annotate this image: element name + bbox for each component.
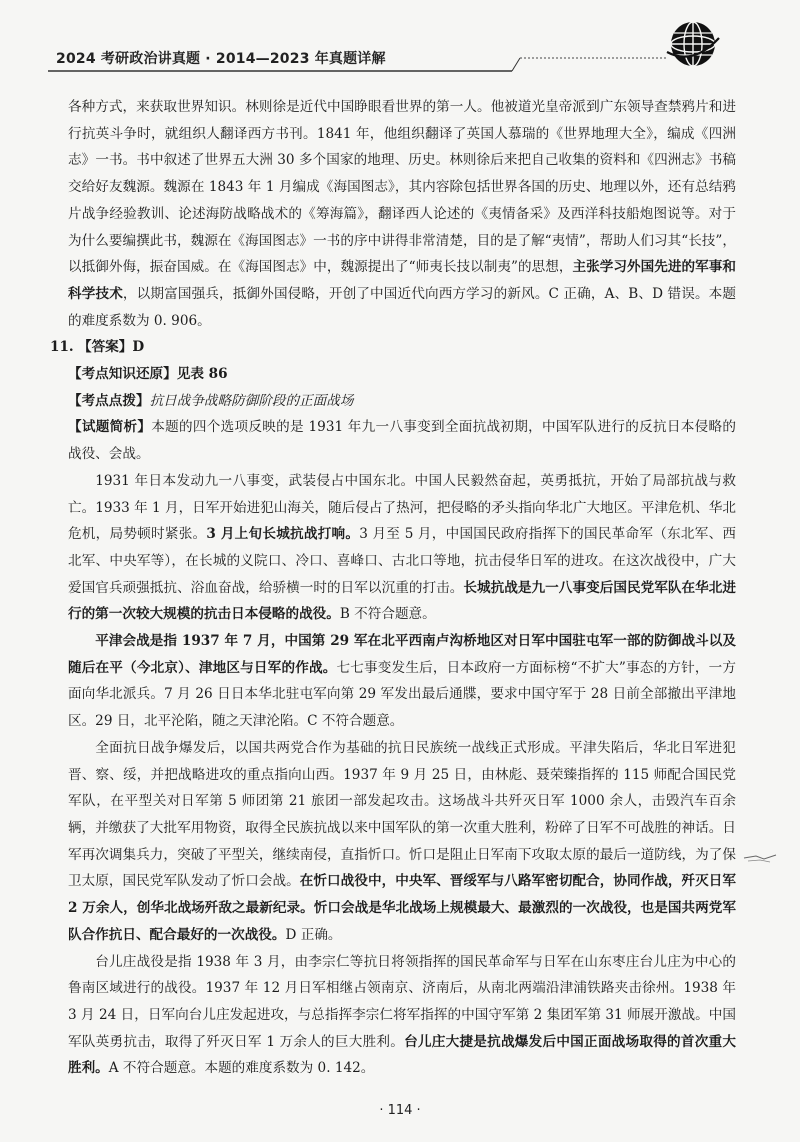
paragraph-lin-zexu: 各种方式，来获取世界知识。林则徐是近代中国睁眼看世界的第一人。他被道光皇帝派到广东领导查禁鸦片和进行抗英斗争时，就组织人翻译西方书刊。1841 年，他组织翻译了英国人慕瑞的《世界地理大全》，编成《四洲志》一书。书中叙述了世界五大洲 30 多个国家的地理、历史。林则徐后来把自己收集的资料和《四洲志》书稿交给好友魏源。魏源在 1843 年 1 月编成《海国图志》，其内容除包括世界各国的历史、地理以外，还有总结鸦片战争经验教训、论述海防战略战术的《筹海篇》，翻译西人论述的《夷情备采》及西洋科技船炮图说等。对于为什么要编撰此书，魏源在《海国图志》一书的序中讲得非常清楚，目的是了解“夷情”，帮助人们习其“长技”，以抵御外侮，振奋国威。在《海国图志》中，魏源提出了“师夷长技以制夷”的思想，主张学习外国先进的军事和科学技术，以期富国强兵，抵御外国侵略，开创了中国近代向西方学习的新风。C 正确，A、B、D 错误。本题的难度系数为 0. 906。 — [68, 99, 736, 329]
question-11-answer: 11. 【答案】D — [50, 339, 145, 356]
page-body — [50, 94, 737, 1082]
knowledge-point-restore: 【考点知识还原】见表 86 — [68, 366, 228, 383]
paragraph-xinkou-battle: 全面抗日战争爆发后，以国共两党合作为基础的抗日民族统一战线正式形成。平津失陷后，华北日军进犯晋、察、绥，并把战略进攻的重点指向山西。1937 年 9 月 25 日，由林彪、聂荣臻指挥的 115 师配合国民党军队，在平型关对日军第 5 师团第 21 旅团一部发起攻击。这场战斗共歼灭日军 1000 余人，击毁汽车百余辆，并缴获了大批军用物资，取得全民族抗战以来中国军队的第一次重大胜利，粉碎了日军不可战胜的神话。日军再次调集兵力，突破了平型关，继续南侵，直指忻口。忻口是阻止日军南下攻取太原的最后一道防线，为了保卫太原，国民党军队发动了忻口会战。在忻口战役中，中央军、晋绥军与八路军密切配合，协同作战，歼灭日军 2 万余人，创华北战场歼敌之最新纪录。忻口会战是华北战场上规模最大、最激烈的一次战役，也是国共两党军队合作抗日、配合最好的一次战役。D 正确。 — [68, 739, 737, 943]
paragraph-taierzhuang-battle: 台儿庄战役是指 1938 年 3 月，由李宗仁等抗日将领指挥的国民革命军与日军在山东枣庄台儿庄为中心的鲁南区域进行的战役。1937 年 12 月日军相继占领南京、济南后，从南北两端沿津浦铁路夹击徐州。1938 年 3 月 24 日，日军向台儿庄发起进攻，与总指挥李宗仁将军指挥的中国守军第 2 集团军第 31 师展开激战。中国军队英勇抗击，取得了歼灭日军 1 万余人的巨大胜利。台儿庄大捷是抗战爆发后中国正面战场取得的首次重大胜利。A 不符合题意。本题的难度系数为 0. 142。 — [68, 953, 736, 1077]
paragraph-great-wall-battle: 1931 年日本发动九一八事变，武装侵占中国东北。中国人民毅然奋起，英勇抵抗，开始了局部抗战与救亡。1933 年 1 月，日军开始进犯山海关，随后侵占了热河，把侵略的矛头指向华北广大地区。平津危机、华北危机，局势顿时紧张。3 月上旬长城抗战打响。3 月至 5 月，中国国民政府指挥下的国民革命军（东北军、西北军、中央军等），在长城的义院口、冷口、喜峰口、古北口等地，抗击侵华日军的进攻。在这次战役中，广大爱国官兵顽强抵抗、浴血奋战，给骄横一时的日军以沉重的打击。长城抗战是九一八事变后国民党军队在华北进行的第一次较大规模的抗击日本侵略的战役。B 不符合题意。 — [68, 472, 737, 623]
header-title: 2024 考研政治讲真题 · 2014—2023 年真题详解 — [56, 51, 386, 67]
knowledge-point-hint: 【考点点拨】抗日战争战略防御阶段的正面战场 — [68, 392, 354, 409]
header-rule-slant — [512, 58, 520, 71]
question-number: 11. — [50, 339, 74, 356]
globe-icon — [667, 22, 719, 66]
answer-value: D — [132, 339, 145, 356]
page-header — [0, 0, 800, 80]
header-decoration — [0, 0, 800, 80]
paragraph-pingjin-battle: 平津会战是指 1937 年 7 月，中国第 29 军在北平西南卢沟桥地区对日军中国驻屯军一部的防御战斗以及随后在平（今北京）、津地区与日军的作战。七七事变发生后，日本政府一方面标榜“不扩大”事态的方针，一方面向华北派兵。7 月 26 日日本华北驻屯军向第 29 军发出最后通牒，要求中国守军于 28 日前全部撤出平津地区。29 日，北平沦陷，随之天津沦陷。C 不符合题意。 — [68, 633, 736, 730]
margin-pencil-mark — [742, 848, 782, 866]
page-number: · 114 · — [379, 1103, 421, 1118]
question-analysis: 【试题简析】本题的四个选项反映的是 1931 年九一八事变到全面抗战初期，中国军队进行的反抗日本侵略的战役、会战。 — [68, 419, 737, 463]
